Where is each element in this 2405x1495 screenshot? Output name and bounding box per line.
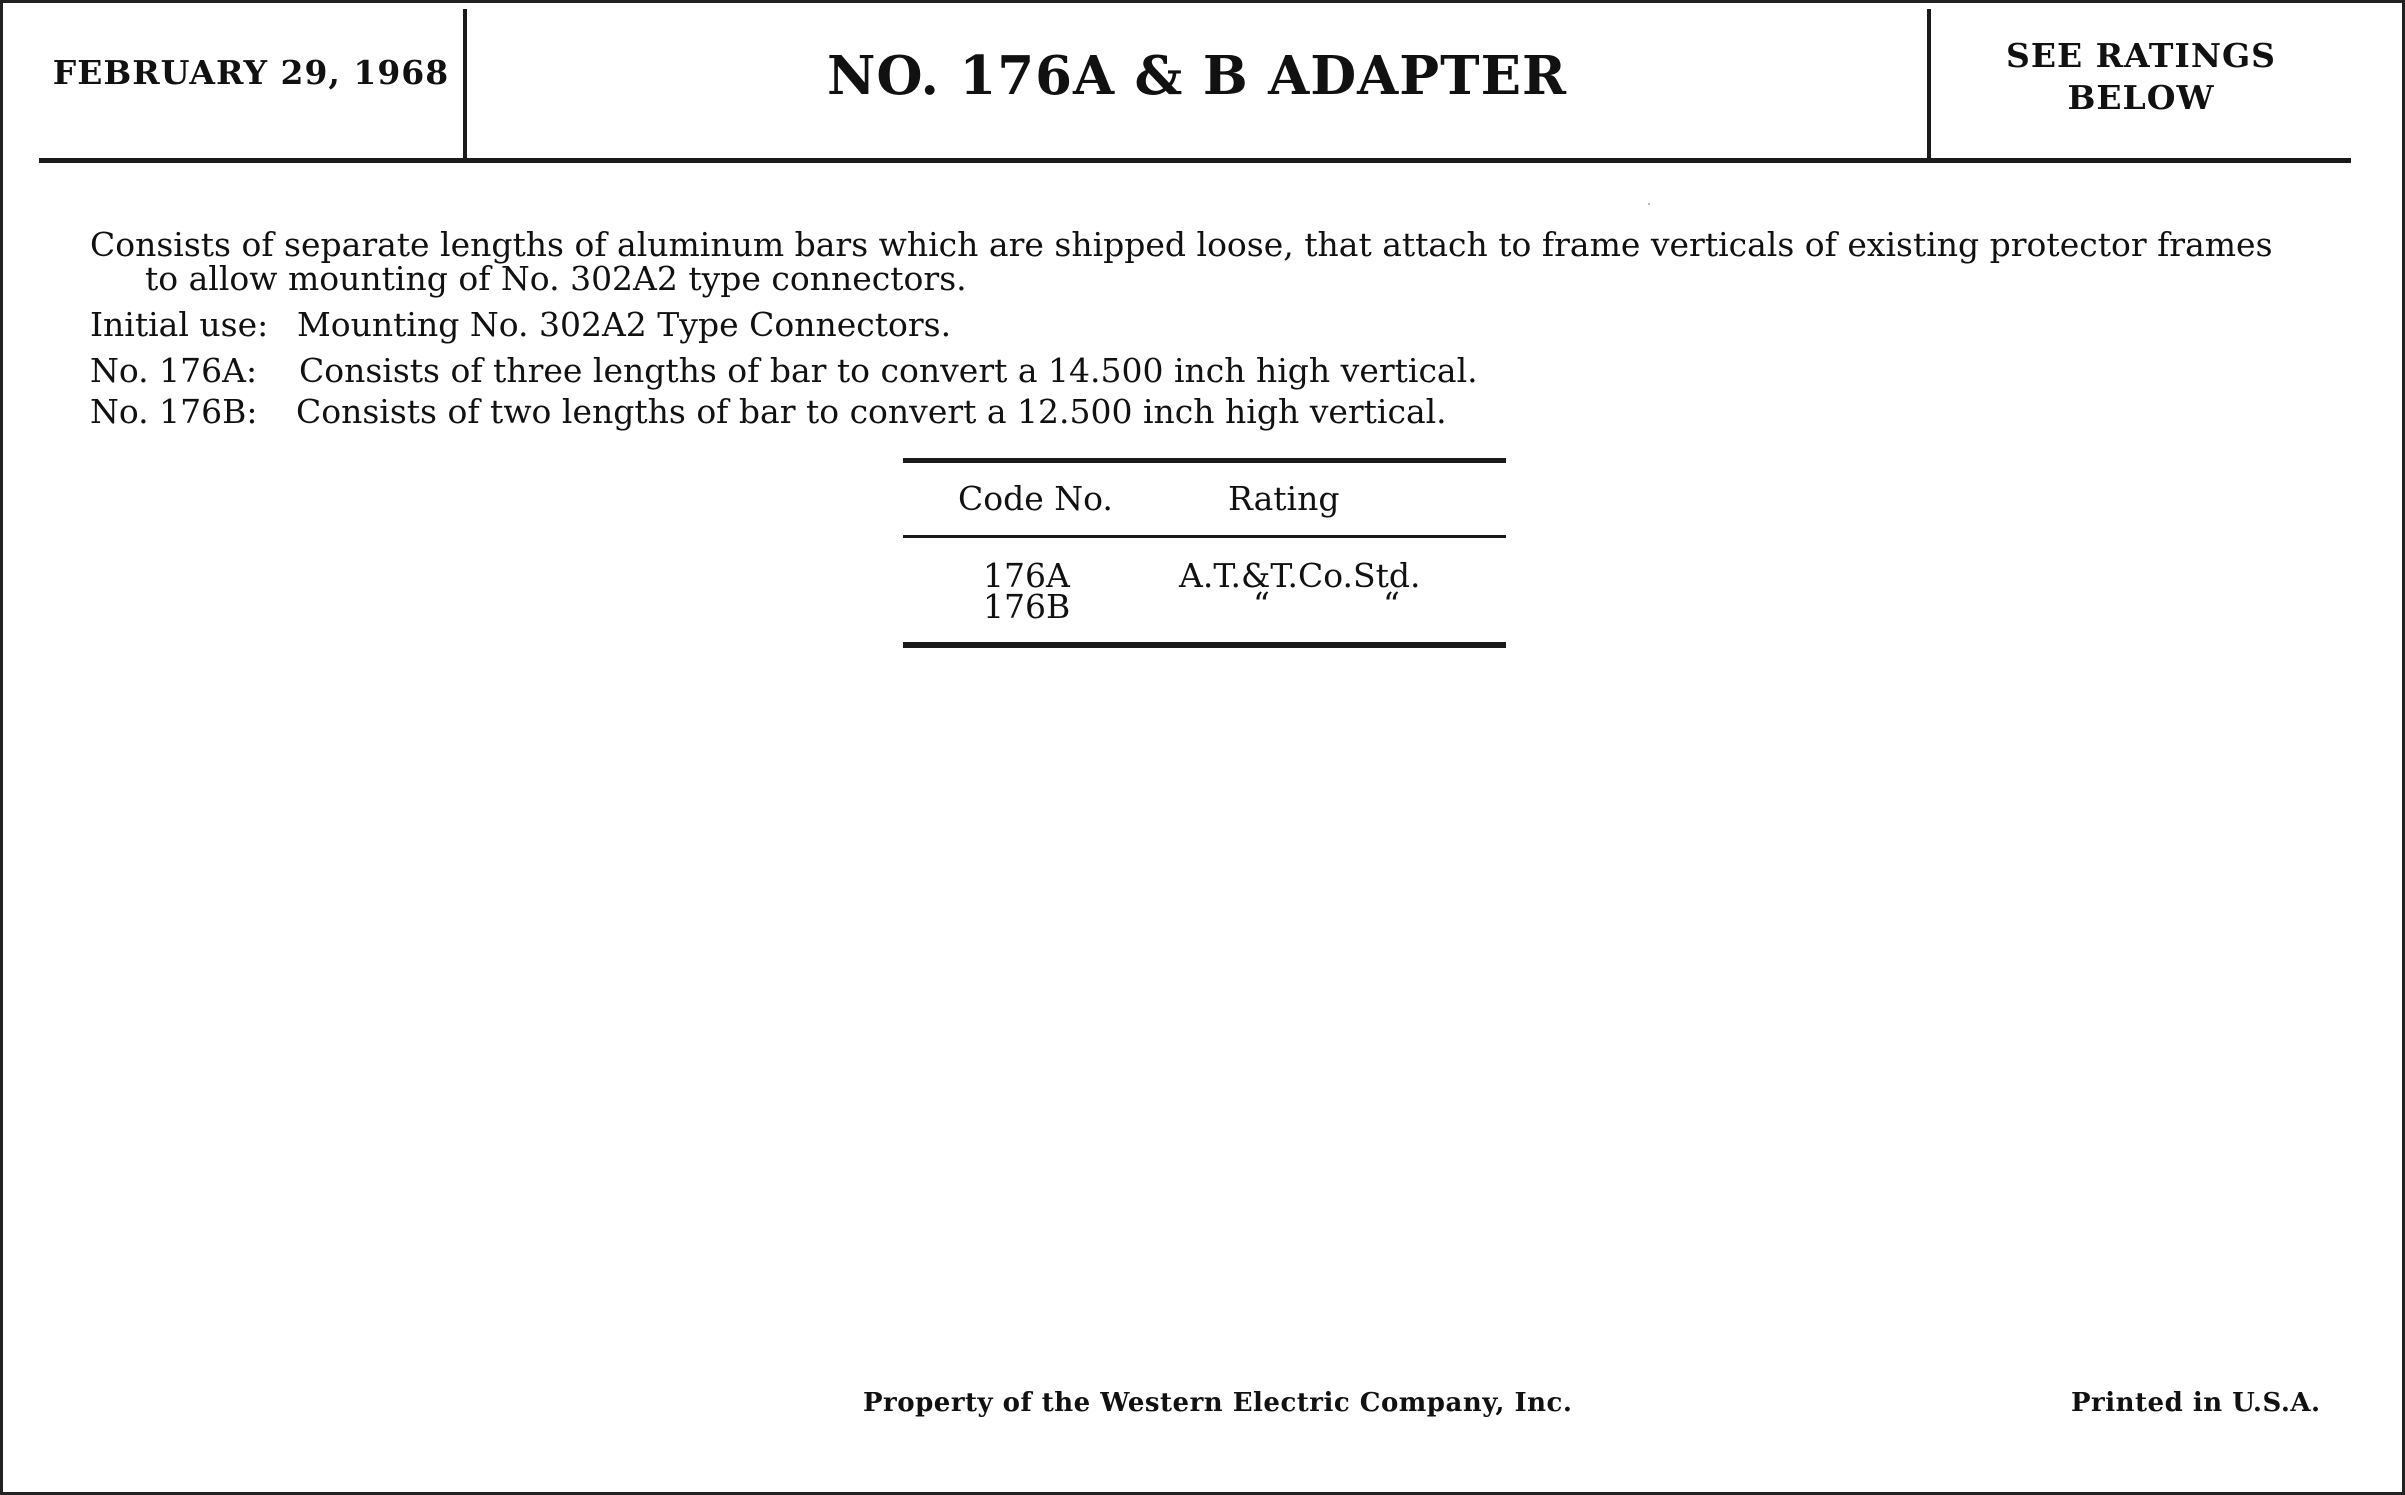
table-header-rating: Rating <box>1228 479 1340 518</box>
table-rule-bottom <box>903 642 1506 648</box>
header-rule <box>39 158 2351 163</box>
scan-speck <box>1648 203 1650 205</box>
ratings-note-line1: SEE RATINGS <box>2005 36 2277 75</box>
table-header-code: Code No. <box>958 479 1113 518</box>
footer-printed: Printed in U.S.A. <box>2071 1388 2321 1418</box>
description-line1: Consists of separate lengths of aluminum bars which are shipped loose, that attach to frame verticals of existing protector frames <box>90 225 2273 264</box>
description-paragraph <box>90 225 2360 298</box>
table-cell-code: 176A <box>983 556 1070 595</box>
issue-date: FEBRUARY 29, 1968 <box>52 53 450 92</box>
description-line2: to allow mounting of No. 302A2 type connectors. <box>145 259 967 298</box>
detail-label: No. 176B: <box>90 392 258 431</box>
detail-label: No. 176A: <box>90 351 258 390</box>
detail-text: Consists of three lengths of bar to convert a 14.500 inch high vertical. <box>299 351 1478 390</box>
page-title: NO. 176A & B ADAPTER <box>826 45 1568 107</box>
footer-property: Property of the Western Electric Company, Inc. <box>863 1388 1573 1418</box>
table-rule-mid <box>903 535 1506 538</box>
detail-label: Initial use: <box>90 305 269 344</box>
table-cell-rating-ditto: “ <box>1253 585 1270 624</box>
ratings-note-line2: BELOW <box>2067 78 2215 117</box>
table-cell-rating: A.T.&T.Co.Std. <box>1179 556 1421 595</box>
detail-text: Mounting No. 302A2 Type Connectors. <box>297 305 952 344</box>
table-rule-top <box>903 458 1506 463</box>
detail-text: Consists of two lengths of bar to convert a 12.500 inch high vertical. <box>296 392 1447 431</box>
table-cell-rating-ditto: “ <box>1383 585 1400 624</box>
table-cell-code: 176B <box>983 587 1071 626</box>
ratings-note <box>1931 35 2351 119</box>
